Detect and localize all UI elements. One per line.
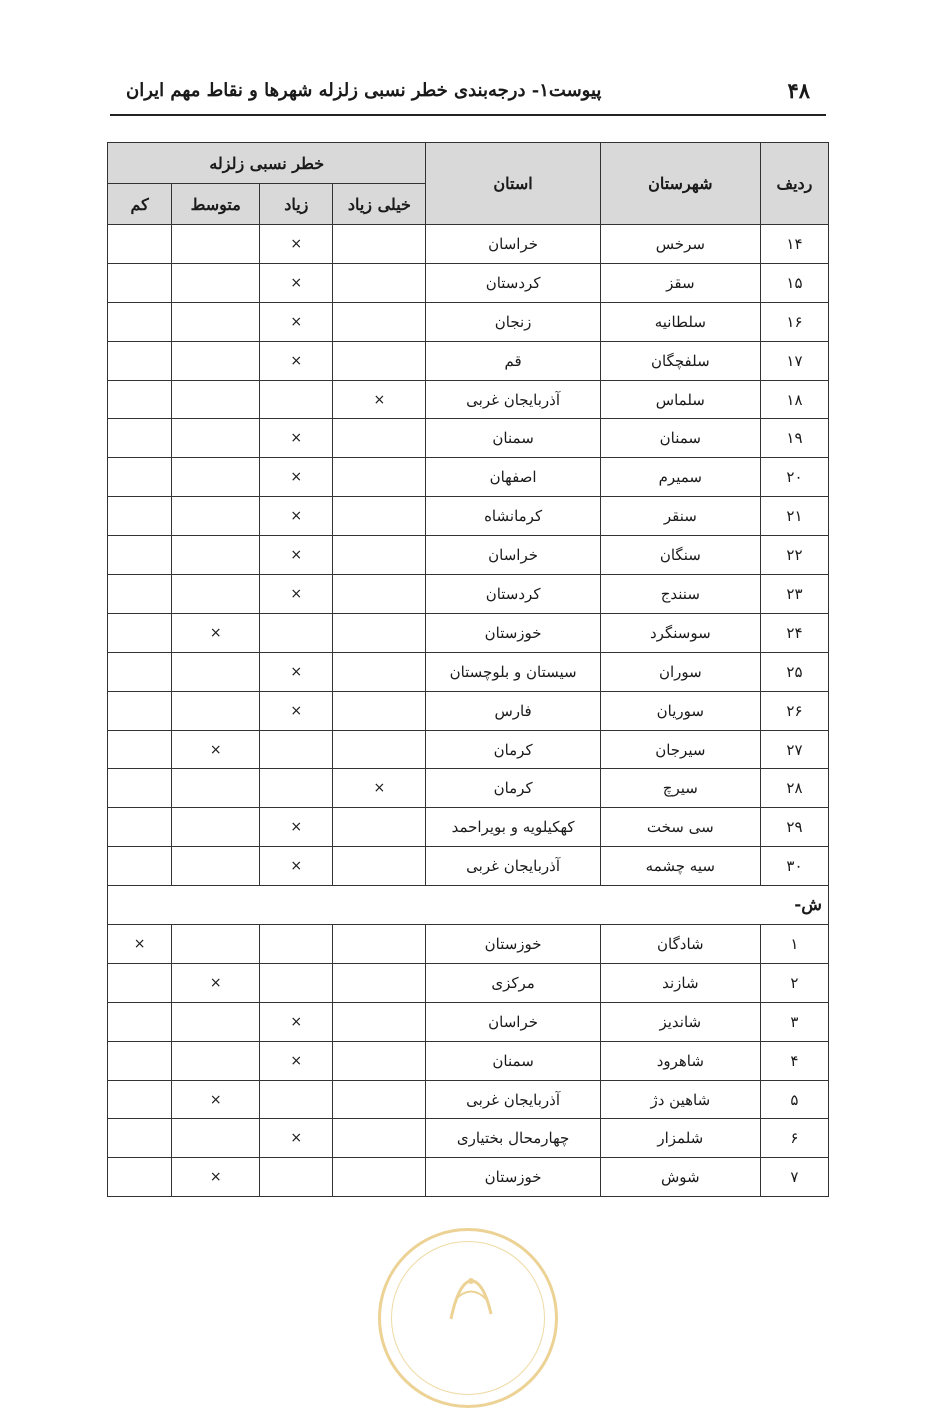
cell-low — [108, 613, 172, 652]
cell-row-number: ۲۸ — [760, 769, 828, 808]
cell-row-number: ۲۷ — [760, 730, 828, 769]
cell-high — [260, 730, 333, 769]
cell-medium — [172, 302, 260, 341]
cell-low — [108, 458, 172, 497]
cell-county: شادگان — [600, 925, 760, 964]
cell-low — [108, 341, 172, 380]
table-row — [108, 575, 829, 614]
cell-medium — [172, 847, 260, 886]
cell-very-high — [333, 458, 426, 497]
cell-low — [108, 1080, 172, 1119]
cell-medium — [172, 419, 260, 458]
cell-row-number: ۱۶ — [760, 302, 828, 341]
cell-very-high: × — [333, 769, 426, 808]
section-divider — [108, 886, 829, 925]
table-row — [108, 847, 829, 886]
cell-province: آذربایجان غربی — [426, 380, 600, 419]
cell-province: قم — [426, 341, 600, 380]
running-title: پیوست۱- درجه‌بندی خطر نسبی زلزله شهرها و نقاط مهم ایران — [126, 80, 602, 101]
cell-medium — [172, 341, 260, 380]
cell-row-number: ۲۴ — [760, 613, 828, 652]
cell-province: اصفهان — [426, 458, 600, 497]
cell-county: شلمزار — [600, 1119, 760, 1158]
table-row — [108, 225, 829, 264]
cell-low: × — [108, 925, 172, 964]
cell-low — [108, 497, 172, 536]
cell-high — [260, 963, 333, 1002]
cell-row-number: ۲۵ — [760, 652, 828, 691]
cell-high: × — [260, 847, 333, 886]
cell-county: سقز — [600, 263, 760, 302]
cell-medium — [172, 691, 260, 730]
table-row — [108, 263, 829, 302]
cell-row-number: ۱۹ — [760, 419, 828, 458]
cell-row-number: ۲۹ — [760, 808, 828, 847]
cell-low — [108, 536, 172, 575]
cell-very-high: × — [333, 380, 426, 419]
table-row — [108, 380, 829, 419]
earthquake-risk-table — [107, 142, 829, 1197]
cell-county: سرخس — [600, 225, 760, 264]
cell-county: سلفچگان — [600, 341, 760, 380]
cell-row-number: ۳ — [760, 1002, 828, 1041]
cell-low — [108, 1158, 172, 1197]
cell-medium: × — [172, 730, 260, 769]
cell-county: سیرجان — [600, 730, 760, 769]
cell-high: × — [260, 1041, 333, 1080]
table-row — [108, 1041, 829, 1080]
seal-emblem-icon — [441, 1259, 501, 1339]
cell-medium — [172, 263, 260, 302]
cell-province: سمنان — [426, 419, 600, 458]
cell-county: سوران — [600, 652, 760, 691]
cell-very-high — [333, 963, 426, 1002]
cell-row-number: ۱۴ — [760, 225, 828, 264]
cell-low — [108, 847, 172, 886]
table-row — [108, 302, 829, 341]
cell-very-high — [333, 691, 426, 730]
cell-medium — [172, 575, 260, 614]
cell-very-high — [333, 1158, 426, 1197]
table-body-section-s — [108, 225, 829, 886]
cell-very-high — [333, 925, 426, 964]
cell-low — [108, 652, 172, 691]
cell-very-high — [333, 536, 426, 575]
cell-row-number: ۲۶ — [760, 691, 828, 730]
cell-county: سنگان — [600, 536, 760, 575]
publisher-seal-watermark — [378, 1228, 558, 1408]
cell-county: شوش — [600, 1158, 760, 1197]
cell-high — [260, 613, 333, 652]
cell-medium — [172, 769, 260, 808]
cell-very-high — [333, 730, 426, 769]
cell-medium — [172, 808, 260, 847]
cell-high: × — [260, 263, 333, 302]
page-header — [110, 70, 826, 116]
table-row — [108, 963, 829, 1002]
cell-county: شاهین دژ — [600, 1080, 760, 1119]
cell-county: سلطانیه — [600, 302, 760, 341]
cell-medium — [172, 1041, 260, 1080]
cell-medium — [172, 1002, 260, 1041]
cell-very-high — [333, 302, 426, 341]
header-risk-group: خطر نسبی زلزله — [108, 143, 426, 184]
cell-medium — [172, 925, 260, 964]
cell-province: خراسان — [426, 225, 600, 264]
cell-low — [108, 302, 172, 341]
cell-medium — [172, 497, 260, 536]
cell-county: شاندیز — [600, 1002, 760, 1041]
cell-county: سوریان — [600, 691, 760, 730]
cell-very-high — [333, 1002, 426, 1041]
cell-province: کرمانشاه — [426, 497, 600, 536]
table-row — [108, 925, 829, 964]
table-row — [108, 769, 829, 808]
page-number: ۴۸ — [787, 78, 810, 103]
header-province: استان — [426, 143, 600, 225]
cell-row-number: ۲۲ — [760, 536, 828, 575]
cell-province: کهکیلویه و بویراحمد — [426, 808, 600, 847]
cell-county: سیرچ — [600, 769, 760, 808]
table-row — [108, 613, 829, 652]
table-row — [108, 1158, 829, 1197]
cell-medium — [172, 536, 260, 575]
cell-province: فارس — [426, 691, 600, 730]
cell-high — [260, 380, 333, 419]
cell-county: سیه چشمه — [600, 847, 760, 886]
table-row — [108, 691, 829, 730]
cell-very-high — [333, 613, 426, 652]
cell-province: خراسان — [426, 1002, 600, 1041]
cell-very-high — [333, 1080, 426, 1119]
cell-medium — [172, 652, 260, 691]
cell-province: آذربایجان غربی — [426, 847, 600, 886]
cell-low — [108, 808, 172, 847]
cell-low — [108, 225, 172, 264]
cell-row-number: ۱۵ — [760, 263, 828, 302]
cell-province: خوزستان — [426, 925, 600, 964]
header-row-number: ردیف — [760, 143, 828, 225]
table-row — [108, 1080, 829, 1119]
cell-row-number: ۱۸ — [760, 380, 828, 419]
cell-province: چهارمحال بختیاری — [426, 1119, 600, 1158]
table-row — [108, 497, 829, 536]
cell-high: × — [260, 225, 333, 264]
cell-very-high — [333, 263, 426, 302]
cell-high: × — [260, 458, 333, 497]
cell-county: شازند — [600, 963, 760, 1002]
cell-high: × — [260, 691, 333, 730]
table-row — [108, 458, 829, 497]
cell-province: کرمان — [426, 769, 600, 808]
cell-county: شاهرود — [600, 1041, 760, 1080]
cell-province: آذربایجان غربی — [426, 1080, 600, 1119]
cell-low — [108, 263, 172, 302]
cell-very-high — [333, 1041, 426, 1080]
cell-province: کردستان — [426, 575, 600, 614]
cell-high: × — [260, 302, 333, 341]
cell-province: سیستان و بلوچستان — [426, 652, 600, 691]
section-label-sh: ش- — [108, 886, 829, 925]
header-low: کم — [108, 184, 172, 225]
cell-high — [260, 1158, 333, 1197]
cell-high: × — [260, 341, 333, 380]
cell-high: × — [260, 1119, 333, 1158]
cell-very-high — [333, 847, 426, 886]
header-very-high: خیلی زیاد — [333, 184, 426, 225]
cell-very-high — [333, 341, 426, 380]
cell-province: خوزستان — [426, 1158, 600, 1197]
cell-row-number: ۲۱ — [760, 497, 828, 536]
cell-medium: × — [172, 1158, 260, 1197]
cell-low — [108, 1119, 172, 1158]
cell-high: × — [260, 419, 333, 458]
cell-row-number: ۷ — [760, 1158, 828, 1197]
table-body-section-sh — [108, 925, 829, 1197]
cell-high: × — [260, 808, 333, 847]
cell-medium — [172, 225, 260, 264]
cell-medium — [172, 458, 260, 497]
cell-high: × — [260, 497, 333, 536]
cell-low — [108, 1041, 172, 1080]
cell-high: × — [260, 575, 333, 614]
cell-high — [260, 1080, 333, 1119]
cell-county: سلماس — [600, 380, 760, 419]
cell-very-high — [333, 575, 426, 614]
header-medium: متوسط — [172, 184, 260, 225]
cell-row-number: ۱۷ — [760, 341, 828, 380]
cell-county: سمیرم — [600, 458, 760, 497]
cell-high: × — [260, 536, 333, 575]
cell-row-number: ۳۰ — [760, 847, 828, 886]
cell-low — [108, 769, 172, 808]
cell-province: سمنان — [426, 1041, 600, 1080]
cell-medium — [172, 380, 260, 419]
cell-low — [108, 419, 172, 458]
table-row — [108, 536, 829, 575]
header-county: شهرستان — [600, 143, 760, 225]
cell-county: سنقر — [600, 497, 760, 536]
cell-province: خراسان — [426, 536, 600, 575]
cell-row-number: ۴ — [760, 1041, 828, 1080]
table-row — [108, 1119, 829, 1158]
cell-row-number: ۱ — [760, 925, 828, 964]
cell-medium: × — [172, 613, 260, 652]
table-row — [108, 730, 829, 769]
table-row — [108, 808, 829, 847]
cell-province: کرمان — [426, 730, 600, 769]
cell-low — [108, 730, 172, 769]
cell-row-number: ۵ — [760, 1080, 828, 1119]
cell-medium: × — [172, 963, 260, 1002]
cell-county: سی سخت — [600, 808, 760, 847]
cell-low — [108, 575, 172, 614]
cell-county: سوسنگرد — [600, 613, 760, 652]
table-row — [108, 341, 829, 380]
cell-row-number: ۶ — [760, 1119, 828, 1158]
cell-county: سنندج — [600, 575, 760, 614]
cell-low — [108, 691, 172, 730]
cell-high — [260, 925, 333, 964]
cell-medium — [172, 1119, 260, 1158]
table-row — [108, 1002, 829, 1041]
cell-low — [108, 963, 172, 1002]
cell-row-number: ۲ — [760, 963, 828, 1002]
cell-low — [108, 380, 172, 419]
cell-province: خوزستان — [426, 613, 600, 652]
cell-very-high — [333, 808, 426, 847]
cell-row-number: ۲۰ — [760, 458, 828, 497]
cell-high — [260, 769, 333, 808]
table-row — [108, 652, 829, 691]
cell-very-high — [333, 1119, 426, 1158]
cell-very-high — [333, 497, 426, 536]
cell-county: سمنان — [600, 419, 760, 458]
cell-very-high — [333, 652, 426, 691]
cell-province: کردستان — [426, 263, 600, 302]
cell-very-high — [333, 225, 426, 264]
cell-low — [108, 1002, 172, 1041]
cell-medium: × — [172, 1080, 260, 1119]
cell-high: × — [260, 652, 333, 691]
header-high: زیاد — [260, 184, 333, 225]
cell-very-high — [333, 419, 426, 458]
cell-province: مرکزی — [426, 963, 600, 1002]
cell-province: زنجان — [426, 302, 600, 341]
table-row — [108, 419, 829, 458]
cell-high: × — [260, 1002, 333, 1041]
cell-row-number: ۲۳ — [760, 575, 828, 614]
